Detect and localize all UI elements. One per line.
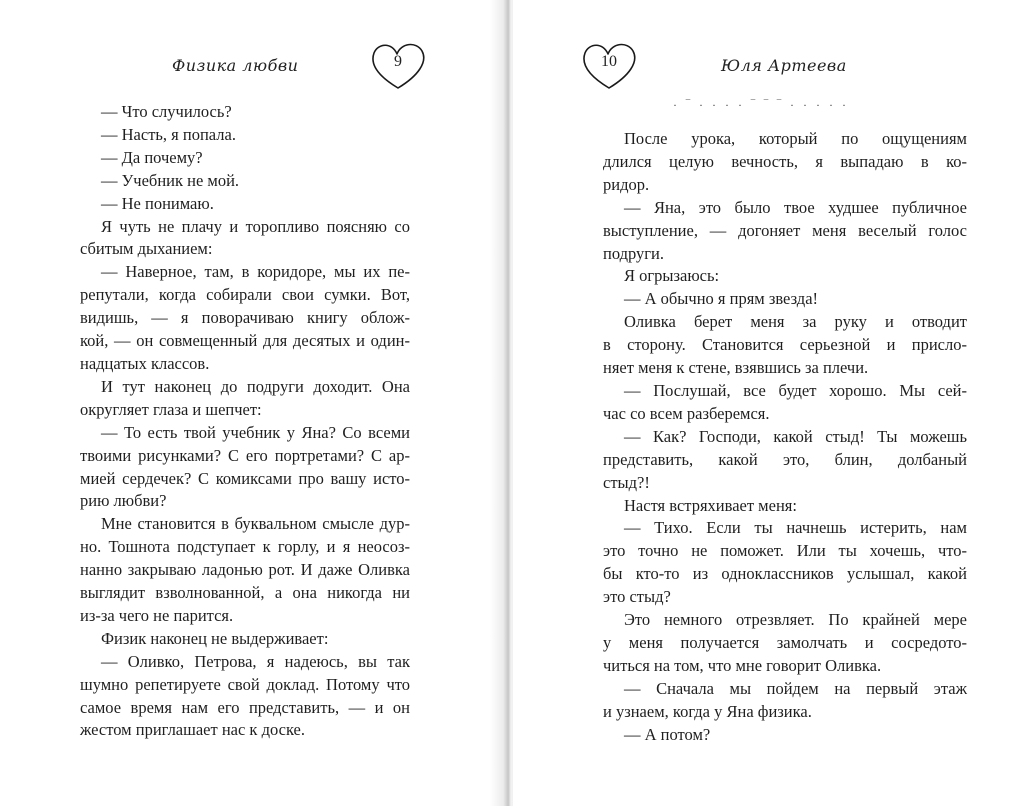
body-text (603, 128, 967, 746)
paragraph (603, 311, 967, 380)
text-line: Я чуть не плачу и торопливо поясняю со (101, 216, 410, 236)
paragraph (80, 376, 410, 422)
text-line: это точно не поможет. Или ты хочешь, что- (603, 541, 967, 561)
text-line: — А обычно я прям звезда! (624, 289, 819, 309)
left-page (0, 0, 505, 806)
page-number-heart (579, 40, 639, 92)
paragraph (80, 261, 410, 376)
paragraph (603, 265, 967, 288)
running-title: Юля Артеева (721, 56, 847, 75)
paragraph (80, 147, 410, 170)
paragraph (603, 495, 967, 518)
text-line: представить, какой это, блин, долбаный (603, 449, 967, 469)
text-line: — Что случилось? (101, 102, 232, 121)
text-line: После урока, который по ощущениям (624, 129, 967, 148)
text-line: — Насть, я попала. (101, 124, 236, 144)
paragraph (603, 724, 967, 747)
paragraph (80, 193, 410, 216)
text-line: но. Тошнота подступает к горлу, и я неосоз- (80, 537, 410, 557)
text-line: — Наверное, там, в коридоре, мы их пе- (101, 262, 410, 282)
right-page (513, 0, 1018, 806)
text-line: — Учебник не мой. (101, 170, 240, 190)
text-line: читься на том, что мне говорит Оливка. (603, 655, 882, 675)
paragraph (603, 609, 967, 678)
paragraph (603, 197, 967, 266)
text-line: няет меня к стене, взявшись за плечи. (603, 358, 869, 378)
text-line: самое время нам его представить, — и он (80, 697, 410, 717)
running-title: Физика любви (172, 56, 299, 75)
paragraph (603, 678, 967, 724)
text-line: час со всем разберемся. (603, 403, 770, 423)
text-line: надцатых классов. (80, 353, 210, 373)
text-line: Физик наконец не выдерживает: (101, 628, 329, 648)
page-number: 9 (394, 53, 402, 70)
text-line: длился целую вечность, я выпадаю в ко- (603, 151, 967, 171)
text-line: — Тихо. Если ты начнешь истерить, нам (624, 518, 967, 538)
text-line: округляет глаза и шепчет: (80, 399, 262, 419)
page-number: 10 (601, 53, 617, 70)
text-line: — Послушай, все будет хорошо. Мы сей- (624, 380, 967, 400)
section-separator: · ‾ · · · · ‾ ‾ ‾ · · · · · (673, 98, 849, 112)
paragraph (80, 170, 410, 193)
text-line: шумно репетируете свой доклад. Потому что (80, 674, 410, 694)
text-line: выглядит взволнованной, а она никогда ни (80, 583, 410, 603)
paragraph (603, 380, 967, 426)
text-line: нанно закрываю ладонью рот. И даже Оливка (80, 560, 410, 580)
text-line: репутали, когда собирали свои сумки. Вот, (80, 285, 410, 305)
text-line: Оливка берет меня за руку и отводит (624, 312, 967, 332)
text-line: — Сначала мы пойдем на первый этаж (624, 678, 967, 698)
text-line: — А потом? (624, 724, 711, 744)
text-line: И тут наконец до подруги доходит. Она (101, 376, 410, 396)
paragraph (603, 426, 967, 495)
paragraph (80, 101, 410, 124)
text-line: и узнаем, когда у Яна физика. (603, 701, 812, 721)
paragraph (80, 216, 410, 262)
paragraph (603, 517, 967, 609)
paragraph (80, 124, 410, 147)
text-line: подруги. (603, 243, 665, 263)
paragraph (80, 513, 410, 628)
text-line: — Яна, это было твое худшее публичное (624, 197, 967, 217)
page-number-heart (368, 40, 428, 92)
body-text (80, 101, 410, 742)
text-line: у меня получается замолчать и сосредото- (603, 632, 967, 652)
text-line: — Как? Господи, какой стыд! Ты можешь (624, 426, 967, 446)
text-line: — Да почему? (101, 147, 203, 167)
text-line: жестом приглашает нас к доске. (80, 720, 305, 740)
text-line: сбитым дыханием: (80, 239, 213, 259)
paragraph (80, 651, 410, 743)
text-line: Мне становится в буквальном смысле дур- (101, 514, 410, 534)
text-line: ридор. (603, 174, 650, 194)
text-line: — Не понимаю. (101, 193, 214, 213)
text-line: из-за чего не парится. (80, 605, 234, 625)
text-line: кой, — он совмещенный для десятых и один- (80, 331, 410, 351)
text-line: видишь, — я поворачиваю книгу облож- (80, 308, 410, 328)
text-line: мией сердечек? С комиксами про вашу исто- (80, 468, 410, 488)
paragraph (603, 288, 967, 311)
text-line: рию любви? (80, 491, 167, 511)
text-line: бы кто-то из одноклассников услышал, какой (603, 564, 967, 584)
text-line: твоими рисунками? С его портретами? С ар- (80, 445, 410, 465)
text-line: Я огрызаюсь: (624, 266, 720, 286)
text-line: Настя встряхивает меня: (624, 495, 797, 515)
text-line: Это немного отрезвляет. По крайней мере (624, 610, 967, 630)
text-line: это стыд? (603, 587, 671, 607)
paragraph (80, 628, 410, 651)
paragraph (603, 128, 967, 197)
text-line: стыд?! (603, 472, 650, 492)
text-line: — То есть твой учебник у Яна? Со всеми (101, 422, 410, 442)
text-line: в сторону. Становится серьезной и присло- (603, 335, 967, 355)
text-line: выступление, — догоняет меня веселый голос (603, 220, 967, 240)
paragraph (80, 422, 410, 514)
text-line: — Оливко, Петрова, я надеюсь, вы так (101, 651, 410, 671)
